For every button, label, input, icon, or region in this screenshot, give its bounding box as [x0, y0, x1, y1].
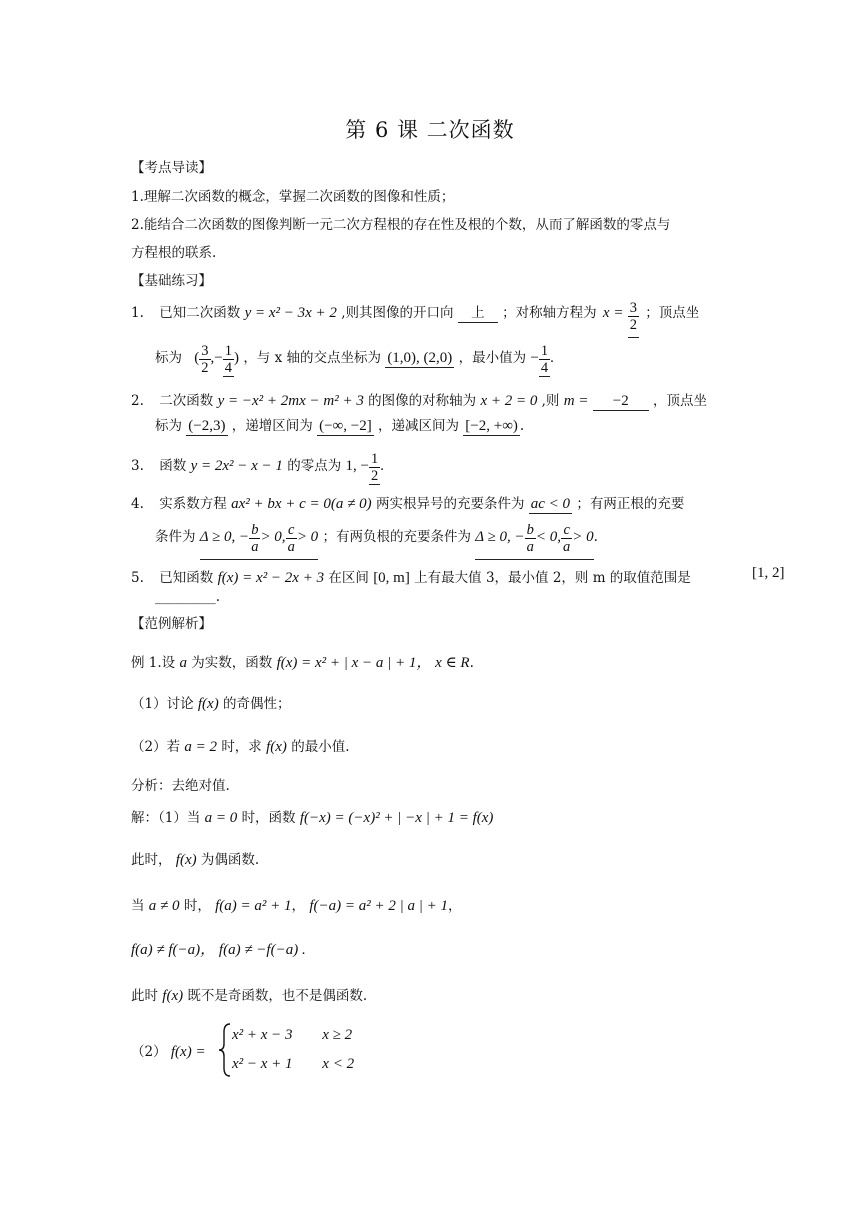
fraction	[249, 522, 260, 555]
exercise-5-blank: _________.	[155, 589, 221, 605]
answer-blank: (−∞, −2]	[319, 418, 372, 434]
answer-blank: (1,0), (2,0)	[387, 350, 453, 366]
piecewise-case-1	[232, 1027, 352, 1044]
text: 的最小值.	[291, 739, 350, 755]
formula: y = −x² + 2mx − m² + 3	[217, 393, 364, 409]
vertex-answer: ( $\frac{3}{2}$ ,− $\frac{1}{4}$ )	[194, 343, 240, 376]
text: .	[469, 655, 474, 671]
text: （2）	[131, 1044, 167, 1060]
formula: f(x) = x² − 2x + 3	[217, 570, 325, 586]
exercise-number: 2.	[131, 393, 144, 409]
formula: x ≥ 2	[322, 1027, 353, 1043]
solution-line-2	[131, 848, 259, 869]
text: ，与 x 轴的交点坐标为	[243, 350, 382, 366]
section-guide-heading: 【考点导读】	[131, 160, 212, 176]
text: 时，求	[221, 739, 262, 755]
text: ，	[447, 898, 462, 914]
text: 的奇偶性；	[223, 696, 291, 712]
text: 为偶函数.	[200, 852, 260, 868]
formula: Δ ≥ 0, −	[475, 529, 525, 545]
text: 时，	[183, 898, 211, 914]
text: （2）若	[131, 739, 181, 755]
formula: a = 2	[184, 739, 218, 755]
text: ，顶点坐	[653, 393, 708, 409]
text: ,则其图像的开口向	[341, 305, 454, 321]
text: 实系数方程	[159, 496, 227, 512]
answer-blank	[601, 300, 641, 338]
exercise-4-line-1	[131, 492, 684, 514]
formula: > 0	[572, 529, 594, 545]
formula: a ≠ 0	[148, 898, 180, 914]
fraction	[628, 300, 639, 338]
text: 两实根异号的充要条件为	[375, 496, 525, 512]
example-analysis: 分析：去绝对值.	[131, 778, 230, 794]
example-intro	[131, 651, 474, 672]
text: 二次函数	[159, 393, 214, 409]
exercise-5-line-1	[131, 566, 691, 587]
exercise-number: 5.	[131, 570, 144, 586]
formula: x² + x − 3	[232, 1027, 293, 1043]
exercise-3	[131, 451, 384, 485]
fraction	[369, 451, 380, 485]
text: ,则	[541, 393, 560, 409]
text: ，	[291, 898, 306, 914]
example-question-1	[131, 692, 291, 713]
numerator: 1	[224, 343, 233, 359]
formula: f(x)	[162, 988, 184, 1004]
text: 函数	[159, 458, 187, 474]
text: 上有最大值 3，最小值 2，则 m 的取值范围是	[414, 570, 691, 586]
text: ，最小值为	[458, 350, 527, 366]
formula: f(a) = a² + 1	[215, 898, 292, 914]
solution-line-5	[131, 984, 367, 1005]
exercise-2-line-1	[131, 389, 707, 411]
numerator: 3	[629, 300, 637, 316]
text: （1）讨论	[131, 696, 194, 712]
formula: f(−a) = a² + 2 | a | + 1	[309, 898, 448, 914]
denominator: 2	[371, 468, 379, 484]
solution-line-4: f(a) ≠ f(−a)， f(a) ≠ −f(−a) .	[131, 942, 306, 958]
denominator: a	[563, 539, 571, 555]
exercise-5-answer: [1, 2]	[752, 565, 785, 581]
numerator: c	[561, 522, 572, 539]
solution-line-3	[131, 894, 461, 915]
numerator: 3	[201, 343, 209, 359]
min-answer: − $\frac{1}{4}$ .	[530, 343, 554, 376]
formula: x + 2 = 0	[480, 393, 538, 409]
text: 标为	[155, 350, 182, 366]
text: ；顶点坐	[645, 305, 700, 321]
text: 既不是奇函数，也不是偶函数.	[187, 988, 368, 1004]
formula: f(−x) = (−x)² + | −x | + 1 = f(x)	[299, 810, 494, 826]
answer-blank: (−2,3)	[188, 418, 226, 434]
exercise-4-line-2: 条件为 Δ ≥ 0, − $\frac{b}{a}$ > 0, $\frac{c}{a}$ > 0 ；有两负根的充要条件为 Δ ≥ 0, − $\frac{b}{a}$ < 0, $\frac{c}{a}$ > 0.	[155, 522, 598, 560]
section-example-heading: 【范例解析】	[131, 616, 212, 632]
text: 已知函数	[159, 570, 214, 586]
denominator: a	[287, 539, 295, 555]
numerator: b	[251, 522, 259, 538]
zero-answer: 1, − $\frac{1}{2}$ .	[345, 451, 384, 484]
text: 标为	[155, 418, 182, 434]
text: 时，函数	[241, 810, 296, 826]
formula: f(x)	[197, 696, 219, 712]
example-question-2	[131, 735, 350, 756]
denominator: 4	[224, 360, 233, 376]
formula: Δ ≥ 0, −	[199, 529, 250, 545]
formula: x =	[602, 305, 624, 321]
text: 已知二次函数	[159, 305, 241, 321]
numerator: 1	[540, 343, 549, 359]
denominator: 2	[201, 360, 209, 376]
exercise-1-line-2	[155, 343, 554, 377]
formula: y = x² − 3x + 2	[244, 305, 337, 321]
denominator: 2	[629, 317, 637, 333]
denominator: a	[526, 539, 534, 555]
formula: > 0,	[260, 529, 286, 545]
piecewise-case-2	[232, 1056, 354, 1073]
brace-icon	[218, 1022, 232, 1078]
fraction	[561, 522, 572, 555]
formula: x < 2	[322, 1056, 355, 1072]
fraction	[539, 343, 550, 377]
exercise-number: 3.	[131, 458, 144, 474]
numerator: b	[526, 522, 534, 538]
exercise-number: 4.	[131, 496, 144, 512]
text: 在区间	[328, 570, 369, 586]
fraction	[525, 522, 536, 555]
answer-blank: [−2, +∞)	[465, 418, 518, 434]
fraction	[286, 522, 297, 555]
fraction	[223, 343, 234, 377]
answer-blank	[475, 522, 593, 560]
formula: f(x) =	[170, 1044, 206, 1060]
guide-item-1: 1.理解二次函数的概念，掌握二次函数的图像和性质；	[131, 189, 455, 205]
guide-item-2-cont: 方程根的联系.	[131, 245, 217, 261]
formula: > 0	[296, 529, 319, 545]
formula: a	[179, 655, 187, 671]
text: 的图像的对称轴为	[368, 393, 477, 409]
numerator: 1	[371, 451, 379, 467]
formula: m =	[563, 393, 589, 409]
numerator: c	[286, 522, 297, 539]
text: 为实数，函数	[191, 655, 273, 671]
formula: 1, −	[345, 458, 369, 474]
formula: < 0,	[535, 529, 562, 545]
piecewise-lhs	[131, 1040, 206, 1061]
formula: a = 0	[204, 810, 238, 826]
guide-item-2: 2.能结合二次函数的图像判断一元二次方程根的存在性及根的个数，从而了解函数的零点与	[131, 217, 671, 233]
formula: f(x) = x² + | x − a | + 1， x ∈ R	[276, 655, 470, 671]
text: 条件为	[155, 529, 196, 545]
exercise-number: 1.	[131, 305, 144, 321]
formula: f(x)	[266, 739, 287, 755]
answer-blank: −2	[593, 393, 649, 411]
fraction	[199, 343, 210, 376]
text: 此时，	[131, 852, 172, 868]
text: ，递增区间为	[231, 418, 313, 434]
section-exercise-heading: 【基础练习】	[131, 273, 212, 289]
page-title: 第 6 课 二次函数	[345, 118, 515, 142]
text: 例 1.设	[131, 655, 176, 671]
text: ，递减区间为	[378, 418, 459, 434]
formula: x² − x + 1	[232, 1056, 293, 1072]
text: 的零点为	[287, 458, 342, 474]
answer-blank: ac < 0	[530, 496, 571, 512]
formula: y = 2x² − x − 1	[190, 458, 283, 474]
denominator: 4	[540, 360, 549, 376]
text: ；有两正根的充要	[576, 496, 685, 512]
text: 解：（1）当	[131, 810, 201, 826]
text: 此时	[131, 988, 158, 1004]
formula: ax² + bx + c = 0(a ≠ 0)	[231, 496, 372, 512]
exercise-2-line-2: 标为 (−2,3) ，递增区间为 (−∞, −2] ，递减区间为 [−2, +∞) .	[155, 418, 525, 434]
answer-blank	[200, 522, 318, 560]
formula: [0, m]	[373, 570, 410, 586]
text: ；有两负根的充要条件为	[322, 529, 471, 545]
exercise-1-line-1	[131, 300, 699, 338]
text: ；对称轴方程为	[502, 305, 597, 321]
text: 当	[131, 898, 145, 914]
formula: f(x)	[175, 852, 197, 868]
answer-blank: 上	[458, 305, 498, 323]
solution-line-1	[131, 806, 493, 827]
denominator: a	[251, 539, 259, 555]
